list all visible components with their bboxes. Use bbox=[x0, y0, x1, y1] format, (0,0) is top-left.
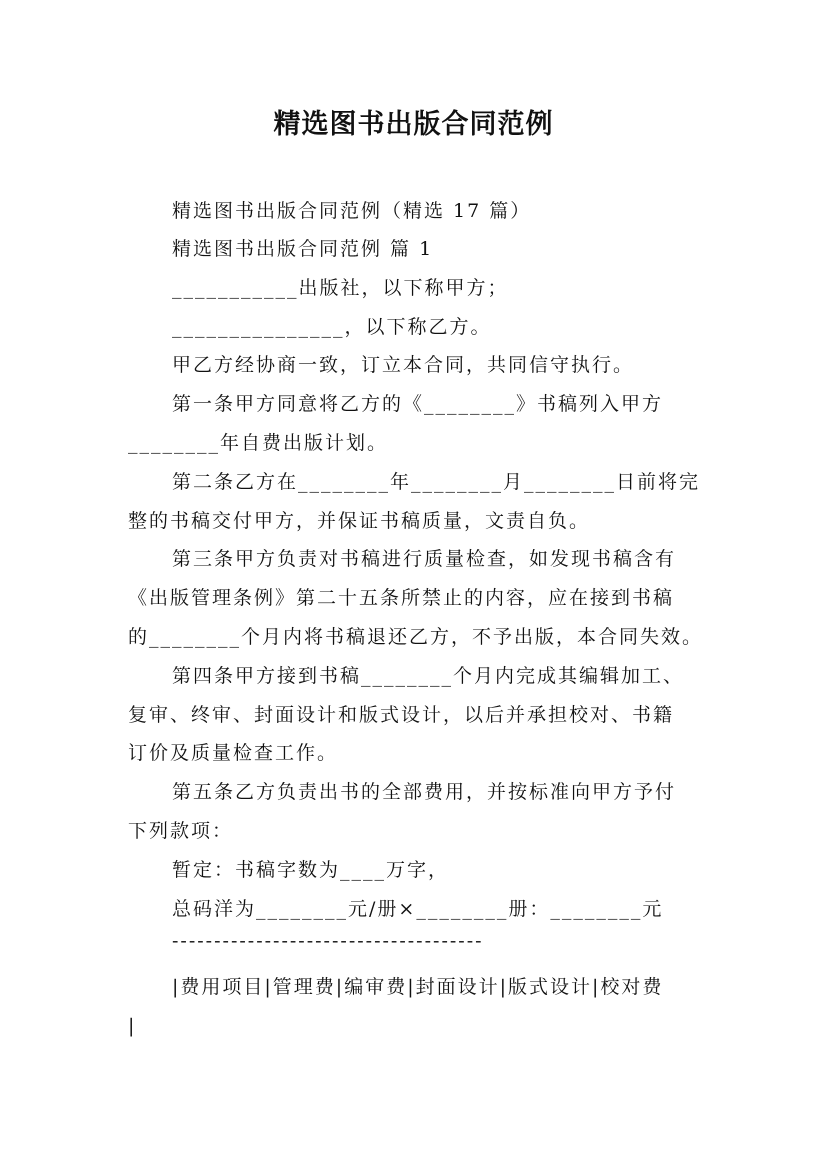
fee-table-border: | bbox=[128, 1015, 137, 1037]
paragraph-line: 的________个月内将书稿退还乙方，不予出版，本合同失效。 bbox=[128, 626, 704, 648]
paragraph-line: 复审、终审、封面设计和版式设计，以后并承担校对、书籍 bbox=[128, 704, 675, 726]
paragraph-line: 订价及质量检查工作。 bbox=[128, 742, 339, 764]
paragraph-line: 精选图书出版合同范例（精选 17 篇） bbox=[172, 200, 532, 222]
paragraph-line: ________年自费出版计划。 bbox=[128, 432, 389, 454]
paragraph-line: 第四条甲方接到书稿________个月内完成其编辑加工、 bbox=[172, 665, 685, 687]
paragraph-line: 第三条甲方负责对书稿进行质量检查，如发现书稿含有 bbox=[172, 548, 677, 570]
paragraph-line: 精选图书出版合同范例 篇 1 bbox=[172, 238, 434, 260]
paragraph-line: 甲乙方经协商一致，订立本合同，共同信守执行。 bbox=[172, 354, 635, 376]
document-title: 精选图书出版合同范例 bbox=[273, 109, 554, 140]
paragraph-line: 暂定：书稿字数为____万字， bbox=[172, 859, 450, 881]
paragraph-line: 第二条乙方在________年________月________日前将完 bbox=[172, 471, 701, 493]
paragraph-line: 总码洋为________元/册×________册：________元 bbox=[172, 898, 664, 920]
paragraph-line: 《出版管理条例》第二十五条所禁止的内容，应在接到书稿 bbox=[128, 587, 675, 609]
fee-table-header: |费用项目|管理费|编审费|封面设计|版式设计|校对费 bbox=[172, 976, 664, 998]
paragraph-line: 第一条甲方同意将乙方的《________》书稿列入甲方 bbox=[172, 393, 664, 415]
paragraph-line: 第五条乙方负责出书的全部费用，并按标准向甲方予付 bbox=[172, 781, 677, 803]
paragraph-line: 下列款项： bbox=[128, 820, 234, 842]
dashed-separator: ------------------------------------- bbox=[172, 930, 484, 952]
paragraph-line: _______________，以下称乙方。 bbox=[172, 316, 492, 338]
paragraph-line: ___________出版社，以下称甲方； bbox=[172, 277, 509, 299]
paragraph-line: 整的书稿交付甲方，并保证书稿质量，文责自负。 bbox=[128, 510, 591, 532]
